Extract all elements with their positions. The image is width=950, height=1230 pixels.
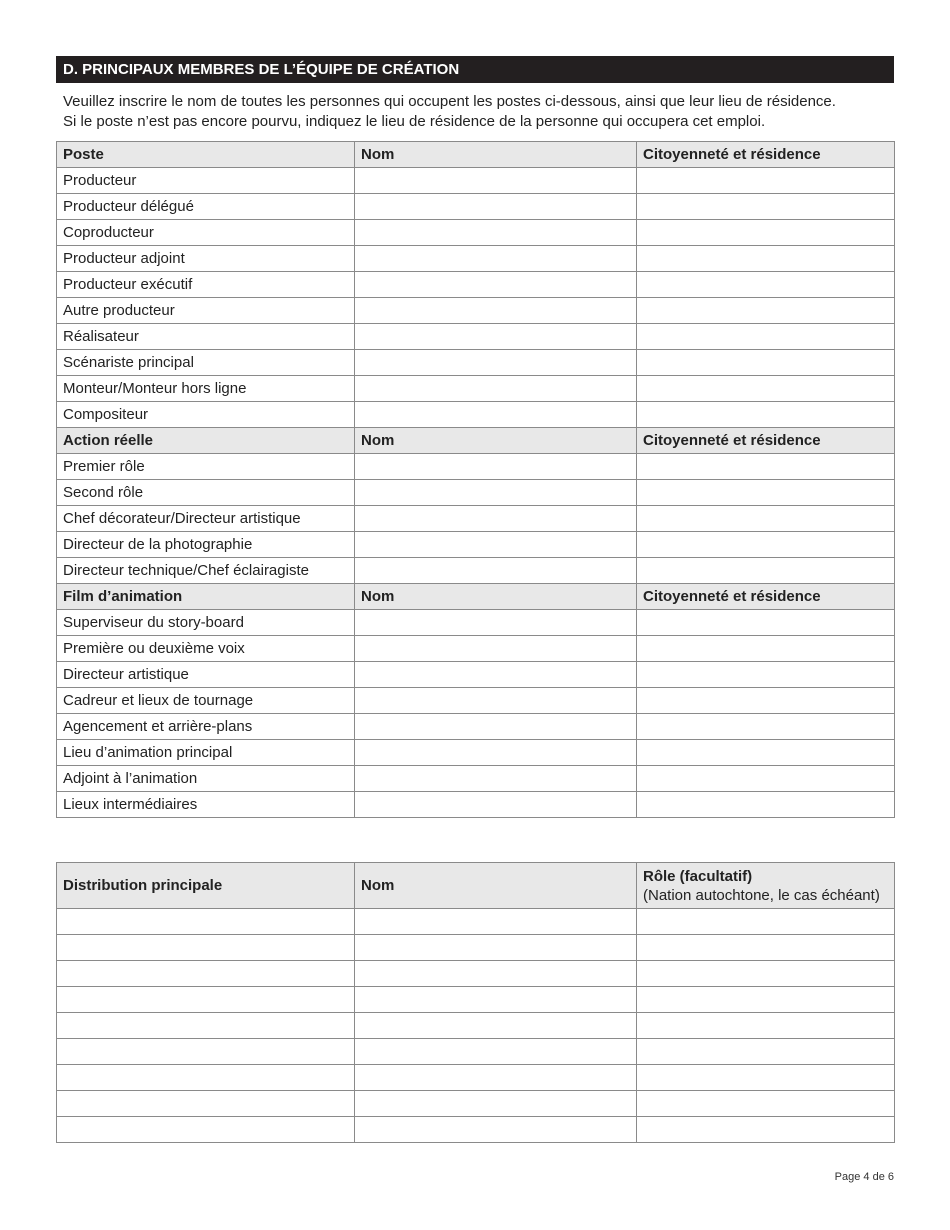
position-label: Directeur de la photographie	[57, 532, 355, 558]
residence-field[interactable]	[637, 506, 895, 532]
table-row	[57, 909, 895, 935]
table-row	[57, 376, 895, 402]
position-label: Réalisateur	[57, 324, 355, 350]
table-row	[57, 987, 895, 1013]
name-field[interactable]	[355, 558, 637, 584]
column-header-name: Nom	[355, 584, 637, 610]
residence-field[interactable]	[637, 740, 895, 766]
name-field[interactable]	[355, 376, 637, 402]
position-label: Compositeur	[57, 402, 355, 428]
table-row	[57, 610, 895, 636]
column-header-name: Nom	[355, 142, 637, 168]
table-row	[57, 935, 895, 961]
role-field[interactable]	[637, 961, 895, 987]
section-title: D. PRINCIPAUX MEMBRES DE L’ÉQUIPE DE CRÉATION	[56, 56, 894, 83]
name-field[interactable]	[355, 909, 637, 935]
crew-group-header-row	[57, 428, 895, 454]
name-field[interactable]	[355, 1039, 637, 1065]
position-label: Directeur artistique	[57, 662, 355, 688]
name-field[interactable]	[355, 220, 637, 246]
table-row	[57, 1117, 895, 1143]
residence-field[interactable]	[637, 688, 895, 714]
table-row	[57, 961, 895, 987]
table-row	[57, 324, 895, 350]
name-field[interactable]	[355, 1117, 637, 1143]
cast-member-field[interactable]	[57, 987, 355, 1013]
column-header-residence: Citoyenneté et résidence	[637, 142, 895, 168]
column-header-position: Poste	[57, 142, 355, 168]
name-field[interactable]	[355, 987, 637, 1013]
name-field[interactable]	[355, 688, 637, 714]
residence-field[interactable]	[637, 376, 895, 402]
name-field[interactable]	[355, 714, 637, 740]
table-row	[57, 740, 895, 766]
page-number: Page 4 de 6	[834, 1171, 894, 1183]
table-row	[57, 1013, 895, 1039]
role-field[interactable]	[637, 1039, 895, 1065]
table-row	[57, 688, 895, 714]
position-label: Coproducteur	[57, 220, 355, 246]
position-label: Producteur adjoint	[57, 246, 355, 272]
cast-member-field[interactable]	[57, 961, 355, 987]
name-field[interactable]	[355, 246, 637, 272]
position-label: Premier rôle	[57, 454, 355, 480]
role-field[interactable]	[637, 909, 895, 935]
name-field[interactable]	[355, 324, 637, 350]
position-label: Première ou deuxième voix	[57, 636, 355, 662]
residence-field[interactable]	[637, 766, 895, 792]
name-field[interactable]	[355, 1013, 637, 1039]
name-field[interactable]	[355, 1065, 637, 1091]
role-field[interactable]	[637, 1013, 895, 1039]
table-row	[57, 246, 895, 272]
name-field[interactable]	[355, 272, 637, 298]
table-row	[57, 506, 895, 532]
cast-member-field[interactable]	[57, 1065, 355, 1091]
role-field[interactable]	[637, 987, 895, 1013]
name-field[interactable]	[355, 350, 637, 376]
table-row	[57, 350, 895, 376]
cast-header-role	[637, 863, 895, 909]
position-label: Producteur délégué	[57, 194, 355, 220]
name-field[interactable]	[355, 480, 637, 506]
residence-field[interactable]	[637, 246, 895, 272]
table-row	[57, 194, 895, 220]
residence-field[interactable]	[637, 402, 895, 428]
column-header-residence: Citoyenneté et résidence	[637, 428, 895, 454]
residence-field[interactable]	[637, 454, 895, 480]
crew-group-header-row	[57, 584, 895, 610]
table-row	[57, 402, 895, 428]
name-field[interactable]	[355, 636, 637, 662]
name-field[interactable]	[355, 740, 637, 766]
position-label: Directeur technique/Chef éclairagiste	[57, 558, 355, 584]
position-label: Lieu d’animation principal	[57, 740, 355, 766]
table-row	[57, 454, 895, 480]
table-row	[57, 714, 895, 740]
cast-member-field[interactable]	[57, 935, 355, 961]
cast-header-cast: Distribution principale	[57, 863, 355, 909]
column-header-name: Nom	[355, 428, 637, 454]
role-field[interactable]	[637, 1065, 895, 1091]
position-label: Chef décorateur/Directeur artistique	[57, 506, 355, 532]
cast-member-field[interactable]	[57, 1117, 355, 1143]
residence-field[interactable]	[637, 636, 895, 662]
name-field[interactable]	[355, 662, 637, 688]
column-header-position: Film d’animation	[57, 584, 355, 610]
table-row	[57, 766, 895, 792]
residence-field[interactable]	[637, 194, 895, 220]
cast-header-role-label: Rôle (facultatif)	[643, 867, 753, 885]
residence-field[interactable]	[637, 298, 895, 324]
cast-member-field[interactable]	[57, 1091, 355, 1117]
residence-field[interactable]	[637, 324, 895, 350]
table-row	[57, 558, 895, 584]
position-label: Agencement et arrière-plans	[57, 714, 355, 740]
creative-team-table	[56, 141, 895, 818]
residence-field[interactable]	[637, 272, 895, 298]
table-row	[57, 1039, 895, 1065]
table-row	[57, 272, 895, 298]
role-field[interactable]	[637, 1091, 895, 1117]
table-row	[57, 220, 895, 246]
table-row	[57, 662, 895, 688]
name-field[interactable]	[355, 194, 637, 220]
name-field[interactable]	[355, 298, 637, 324]
name-field[interactable]	[355, 610, 637, 636]
name-field[interactable]	[355, 454, 637, 480]
residence-field[interactable]	[637, 610, 895, 636]
residence-field[interactable]	[637, 558, 895, 584]
position-label: Autre producteur	[57, 298, 355, 324]
intro-line-1: Veuillez inscrire le nom de toutes les personnes qui occupent les postes ci-dessous, ainsi que leur lieu de résidence.	[63, 93, 836, 110]
position-label: Second rôle	[57, 480, 355, 506]
name-field[interactable]	[355, 1091, 637, 1117]
residence-field[interactable]	[637, 662, 895, 688]
column-header-position: Action réelle	[57, 428, 355, 454]
residence-field[interactable]	[637, 350, 895, 376]
position-label: Lieux intermédiaires	[57, 792, 355, 818]
cast-member-field[interactable]	[57, 1013, 355, 1039]
name-field[interactable]	[355, 961, 637, 987]
intro-text	[63, 92, 893, 132]
crew-group-header-row	[57, 142, 895, 168]
cast-header-role-note: (Nation autochtone, le cas échéant)	[643, 886, 880, 904]
residence-field[interactable]	[637, 792, 895, 818]
cast-header-row	[57, 863, 895, 909]
table-row	[57, 480, 895, 506]
position-label: Superviseur du story-board	[57, 610, 355, 636]
residence-field[interactable]	[637, 168, 895, 194]
table-row	[57, 532, 895, 558]
intro-line-2: Si le poste n’est pas encore pourvu, indiquez le lieu de résidence de la personne qui occupera cet emploi.	[63, 113, 766, 130]
position-label: Monteur/Monteur hors ligne	[57, 376, 355, 402]
name-field[interactable]	[355, 168, 637, 194]
name-field[interactable]	[355, 766, 637, 792]
position-label: Cadreur et lieux de tournage	[57, 688, 355, 714]
role-field[interactable]	[637, 1117, 895, 1143]
position-label: Producteur	[57, 168, 355, 194]
position-label: Adjoint à l’animation	[57, 766, 355, 792]
position-label: Scénariste principal	[57, 350, 355, 376]
residence-field[interactable]	[637, 714, 895, 740]
residence-field[interactable]	[637, 220, 895, 246]
residence-field[interactable]	[637, 532, 895, 558]
name-field[interactable]	[355, 935, 637, 961]
cast-header-name: Nom	[355, 863, 637, 909]
table-row	[57, 1065, 895, 1091]
name-field[interactable]	[355, 532, 637, 558]
name-field[interactable]	[355, 402, 637, 428]
role-field[interactable]	[637, 935, 895, 961]
table-row	[57, 298, 895, 324]
name-field[interactable]	[355, 506, 637, 532]
column-header-residence: Citoyenneté et résidence	[637, 584, 895, 610]
table-row	[57, 636, 895, 662]
main-cast-table	[56, 862, 895, 1143]
name-field[interactable]	[355, 792, 637, 818]
residence-field[interactable]	[637, 480, 895, 506]
cast-member-field[interactable]	[57, 1039, 355, 1065]
table-row	[57, 168, 895, 194]
position-label: Producteur exécutif	[57, 272, 355, 298]
table-row	[57, 792, 895, 818]
table-row	[57, 1091, 895, 1117]
cast-member-field[interactable]	[57, 909, 355, 935]
